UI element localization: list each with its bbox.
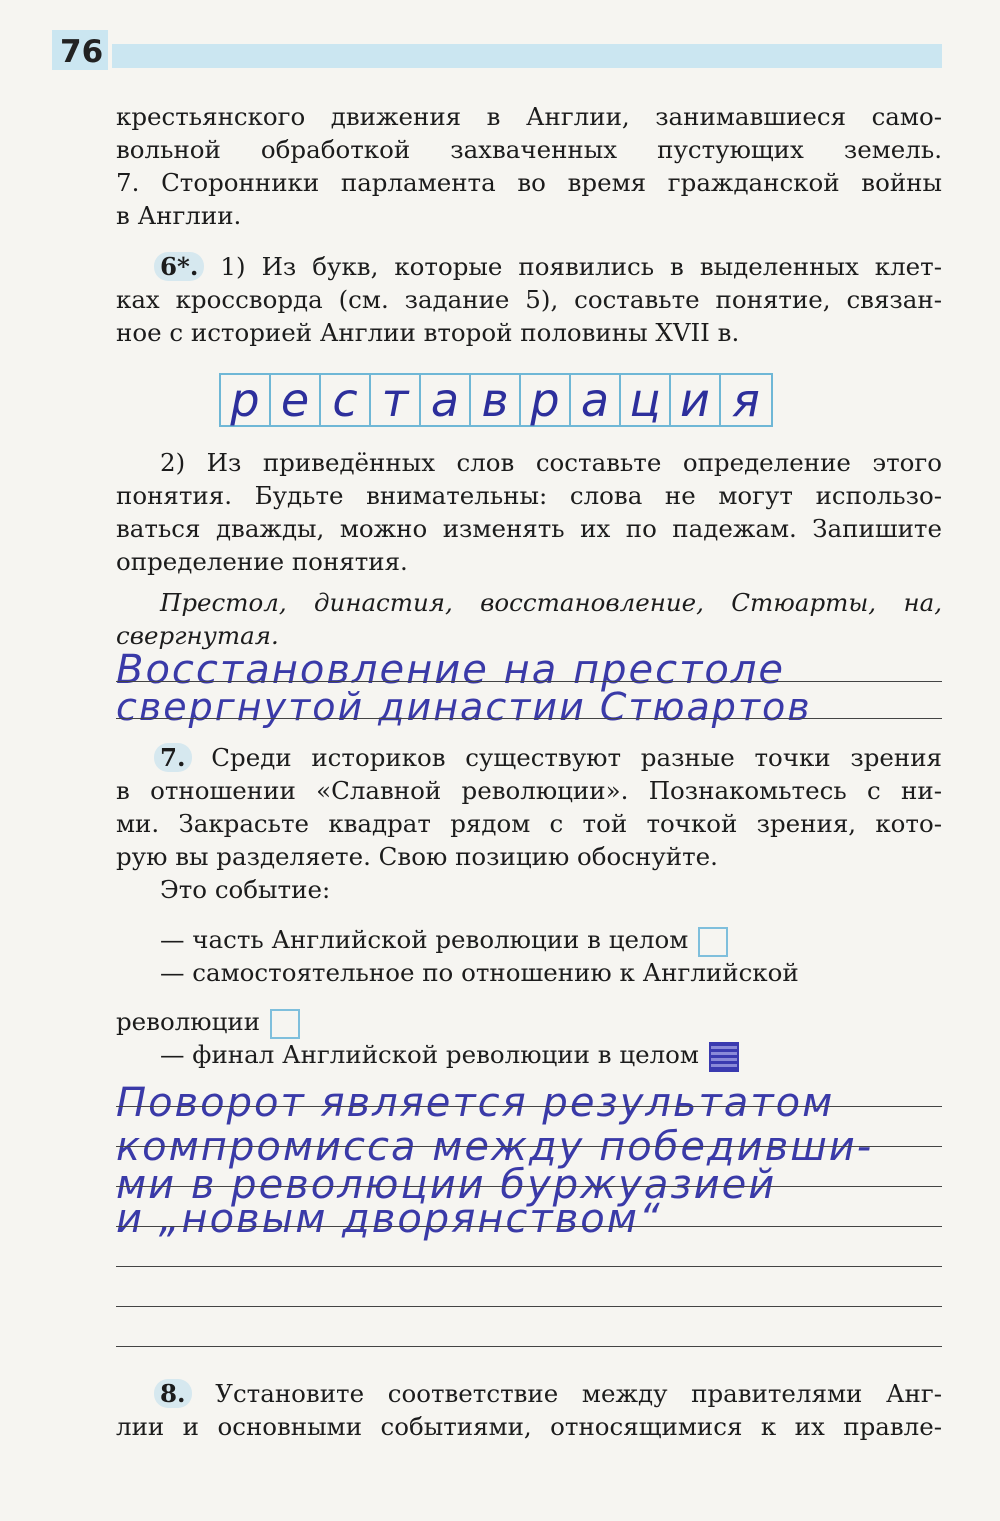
task-7-handwritten-answer[interactable]: Поворот является результатом <box>116 1080 835 1126</box>
option-2-checkbox[interactable] <box>270 1009 300 1039</box>
task-6-part-2-line: понятия. Будьте внимательны: слова не могут использо- <box>116 481 942 510</box>
word-list-line: Престол, династия, восстановление, Стюарты, на, <box>160 588 942 617</box>
answer-letter-cell[interactable]: в <box>471 375 521 425</box>
task-8-number: 8. <box>154 1379 192 1408</box>
answer-line <box>116 681 942 682</box>
task-6-handwritten-answer[interactable]: Восстановление на престоле <box>116 647 786 693</box>
task-7-line: ми. Закрасьте квадрат рядом с той точкой зрения, кото- <box>116 809 942 838</box>
task-7-line: 7. Среди историков существуют разные точки зрения <box>116 741 942 774</box>
answer-letter-cell[interactable]: т <box>371 375 421 425</box>
option-3-checkbox[interactable] <box>709 1042 739 1072</box>
answer-line <box>116 1146 942 1147</box>
answer-line <box>116 1186 942 1187</box>
task-6-handwritten-answer[interactable]: свергнутой династии Стюартов <box>116 685 812 729</box>
answer-letter-cell[interactable]: р <box>521 375 571 425</box>
task-6-part-2-line: определение понятия. <box>116 547 408 576</box>
intro-line: крестьянского движения в Англии, занимавшиеся само- <box>116 102 942 131</box>
task-7-handwritten-answer[interactable]: и „новым дворянством“ <box>116 1196 662 1242</box>
answer-letter-cell[interactable]: ц <box>621 375 671 425</box>
intro-line: вольной обработкой захваченных пустующих земель. <box>116 135 942 164</box>
task-7-options <box>116 923 942 1071</box>
answer-line <box>116 1106 942 1107</box>
task-8-line: лии и основными событиями, относящимися к их правле- <box>116 1412 942 1441</box>
answer-line <box>116 1266 942 1267</box>
task-8-line: 8. Установите соответствие между правителями Анг- <box>116 1377 942 1410</box>
crossword-answer-grid <box>219 373 773 427</box>
task-7-line: рую вы разделяете. Свою позицию обоснуйте. <box>116 842 718 871</box>
option-3: — финал Английской революции в целом <box>116 1038 942 1071</box>
page-number: 76 <box>60 34 104 70</box>
task-8-text <box>116 1377 942 1443</box>
intro-text <box>116 100 942 232</box>
intro-line: в Англии. <box>116 201 242 230</box>
answer-line <box>116 1346 942 1347</box>
task-7-line: в отношении «Славной революции». Познакомьтесь с ни- <box>116 776 942 805</box>
option-2-line-1: — самостоятельное по отношению к Английской <box>160 958 799 987</box>
task-6-part-2-line: 2) Из приведённых слов составьте определение этого <box>160 448 942 477</box>
task-6-number: 6*. <box>154 252 204 281</box>
answer-line <box>116 1306 942 1307</box>
event-label: Это событие: <box>160 875 331 904</box>
answer-letter-cell[interactable]: р <box>221 375 271 425</box>
answer-letter-cell[interactable]: е <box>271 375 321 425</box>
option-1-checkbox[interactable] <box>698 927 728 957</box>
answer-letter-cell[interactable]: я <box>732 373 760 427</box>
option-2-line-2: революции <box>116 1005 942 1038</box>
task-6-part-2-line: ваться дважды, можно изменять их по падежам. Запишите <box>116 514 942 543</box>
task-7-handwritten-answer[interactable]: компромисса между победивши- <box>116 1124 874 1170</box>
word-list-line: свергнутая. <box>116 621 279 650</box>
task-7-text <box>116 741 942 906</box>
option-1: — часть Английской революции в целом <box>116 923 942 956</box>
header-band <box>112 44 942 68</box>
answer-line <box>116 1226 942 1227</box>
answer-letter-cell[interactable]: и <box>671 375 721 425</box>
answer-letter-cell[interactable]: с <box>321 375 371 425</box>
task-6-line: 6*. 1) Из букв, которые появились в выделенных клет- <box>116 250 942 283</box>
task-6-part-2-text <box>116 446 942 578</box>
task-6-line: ках кроссворда (см. задание 5), составьте понятие, связан- <box>116 285 942 314</box>
task-6-line: ное с историей Англии второй половины XVII в. <box>116 318 740 347</box>
answer-line <box>116 718 942 719</box>
answer-letter-cell[interactable]: а <box>571 375 621 425</box>
task-7-number: 7. <box>154 743 192 772</box>
answer-letter-cell[interactable]: а <box>421 375 471 425</box>
task-6-text <box>116 250 942 349</box>
task-7-handwritten-answer[interactable]: ми в революции буржуазией <box>116 1162 777 1208</box>
task-6-word-list <box>116 586 942 652</box>
intro-line: 7. Сторонники парламента во время гражданской войны <box>116 168 942 197</box>
